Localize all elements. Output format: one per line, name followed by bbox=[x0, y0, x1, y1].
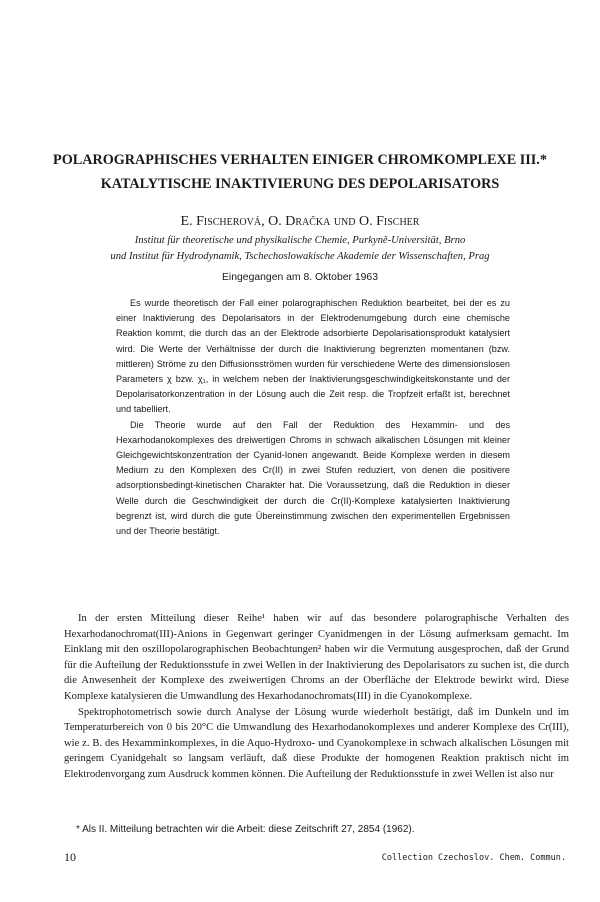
authors: E. Fischerová, O. Dračka und O. Fischer bbox=[180, 214, 420, 229]
abstract-paragraph-1: Es wurde theoretisch der Fall einer polarographischen Reduktion bearbeitet, bei der es zu einer Inaktivierung des Depolarisators in der Elektrodenumgebung durch eine chemische Reaktion kommt, die durch das an der Elektrode adsorbierte Depolarisationsprodukt katalysiert wird. Die Werte der Verhältnisse der durch die Inaktivierung begrenzten momentanen (bzw. mittleren) Ströme zu den Diffusionsströmen wurden für verschiedene Werte des dimensionslosen Parameters χ bzw. χ₁, in welchem neben der Inaktivierungsgeschwindigkeitskonstante und der Depolarisatorkonzentration in der Lösung auch die Zeit resp. die Tropfzeit erfaßt ist, berechnet und tabelliert. bbox=[116, 298, 510, 415]
title-line-2: KATALYTISCHE INAKTIVIERUNG DES DEPOLARISATORS bbox=[100, 176, 500, 192]
received-date: Eingegangen am 8. Oktober 1963 bbox=[222, 272, 378, 283]
page-number: 10 bbox=[64, 850, 76, 864]
body-paragraph-2: Spektrophotometrisch sowie durch Analyse der Lösung wurde wiederholt bestätigt, daß im Dunkeln und im Temperaturbereich von 0 bis 20°C die Umwandlung des Hexarhodanokomplexes und anderer Komplexe des Cr(III), wie z. B. des Hexamminkomplexes, in die Aquo-Hydroxo- und Cyanokomplexe in schwach alkalischen Lösungen mit geringem Cyanidgehalt so langsam verläuft, daß diese Produkte der homogenen Reaktion praktisch nicht im Elektrodenvorgang zum Ausdruck kommen können. Die Aufteilung der Reduktionsstufe in zwei Wellen ist also nur bbox=[64, 706, 569, 780]
title-line-1: POLAROGRAPHISCHES VERHALTEN EINIGER CHROMKOMPLEXE III.* bbox=[53, 152, 547, 168]
affiliation bbox=[50, 233, 550, 265]
body-text bbox=[64, 611, 569, 783]
paper-title bbox=[30, 148, 570, 196]
affiliation-line-2: und Institut für Hydrodynamik, Tschechoslowakische Akademie der Wissenschaften, Prag bbox=[110, 251, 490, 262]
body-paragraph-1: In der ersten Mitteilung dieser Reihe¹ haben wir auf das besondere polarographische Verhalten des Hexarhodanochromat(III)-Anions in Gegenwart geringer Cyanidmengen in der Lösung aufmerksam gemacht. Im Einklang mit den oszillopolarographischen Beobachtungen² haben wir die Vermutung ausgesprochen, daß der Grund für die Aufteilung der Reduktionsstufe in zwei Wellen in der Inaktivierung des Depolarisators zu suchen ist, die durch die Anwesenheit der Komplexe des zweiwertigen Chroms an der Oberfläche der Elektrode bewirkt wird. Diese Komplexe katalysieren die Umwandlung des Hexarhodanochromats(III) in die Cyanokomplexe. bbox=[64, 613, 569, 702]
affiliation-line-1: Institut für theoretische und physikalische Chemie, Purkyně-Universität, Brno bbox=[134, 235, 466, 246]
journal-name: Collection Czechoslov. Chem. Commun. bbox=[381, 853, 566, 863]
abstract-paragraph-2: Die Theorie wurde auf den Fall der Reduktion des Hexammin- und des Hexarhodanokomplexes des dreiwertigen Chroms in schwach alkalischen Lösungen mit kleiner Gleichgewichtskonzentration der Cyanid-Ionen angewandt. Beide Komplexe werden in diesem Medium zu den Komplexen des Cr(II) in zwei Stufen reduziert, von denen die positivere adsorptionsbedingt-kinetischen Charakter hat. Die Voraussetzung, daß die Reduktion in dieser Welle durch die Geschwindigkeit der durch die Cr(II)-Komplexe katalysierten Inaktivierung begrenzt ist, wird durch die gute Übereinstimmung zwischen den experimentellen Ergebnissen und der Theorie bestätigt. bbox=[116, 419, 510, 537]
abstract bbox=[116, 296, 510, 539]
footnote: * Als II. Mitteilung betrachten wir die Arbeit: diese Zeitschrift 27, 2854 (1962). bbox=[76, 824, 415, 835]
